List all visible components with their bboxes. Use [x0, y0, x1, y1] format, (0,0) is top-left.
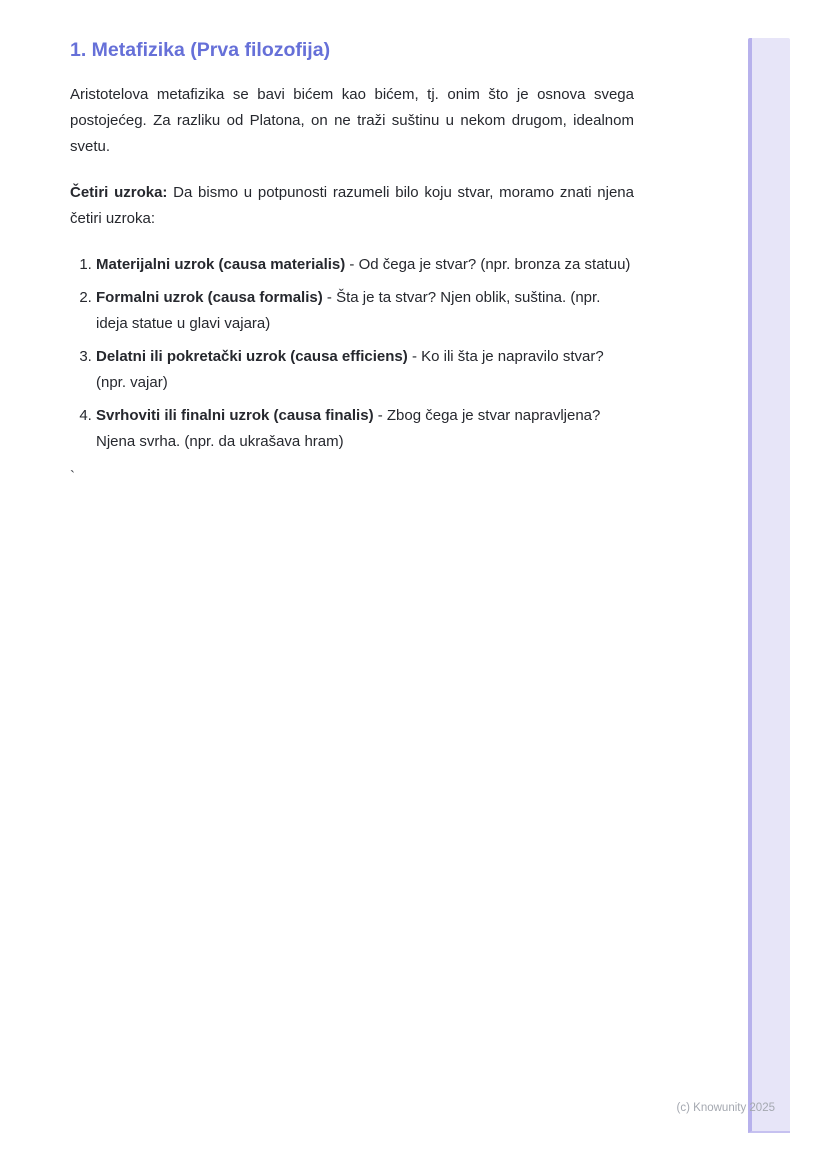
- document-page: [70, 38, 634, 487]
- scrollbar-track[interactable]: [748, 38, 790, 1133]
- list-item-text: - Od čega je stvar? (npr. bronza za statuu): [345, 256, 631, 273]
- list-item-text: - Zbog čega je stvar napravljena? Njena svrha. (npr. da ukrašava hram): [96, 407, 601, 450]
- list-item-lead: Formalni uzrok (causa formalis): [96, 289, 323, 306]
- causes-list: [70, 252, 634, 455]
- four-causes-text: Da bismo u potpunosti razumeli bilo koju stvar, moramo znati njena četiri uzroka:: [70, 184, 634, 227]
- intro-paragraph: Aristotelova metafizika se bavi bićem kao bićem, tj. onim što je osnova svega postojećeg. Za razliku od Platona, on ne traži suštinu u nekom drugom, idealnom svetu.: [70, 86, 634, 155]
- list-item-text: - Ko ili šta je napravilo stvar? (npr. vajar): [96, 348, 604, 391]
- list-item-lead: Materijalni uzrok (causa materialis): [96, 256, 346, 273]
- list-item-lead: Delatni ili pokretački uzrok (causa efficiens): [96, 348, 408, 365]
- list-item-text: - Šta je ta stvar? Njen oblik, suština. (npr. ideja statue u glavi vajara): [96, 289, 601, 332]
- list-item-material-cause: [96, 252, 634, 278]
- copyright-footer: (c) Knowunity 2025: [676, 1102, 775, 1114]
- section-heading: 1. Metafizika (Prva filozofija): [70, 39, 331, 61]
- list-item-final-cause: [96, 403, 634, 455]
- list-item-efficient-cause: [96, 344, 634, 396]
- list-item-formal-cause: [96, 285, 634, 337]
- stray-backtick-character: `: [70, 468, 75, 485]
- four-causes-lead: Četiri uzroka:: [70, 184, 168, 201]
- four-causes-paragraph: [70, 180, 634, 232]
- list-item-lead: Svrhoviti ili finalni uzrok (causa finalis): [96, 407, 374, 424]
